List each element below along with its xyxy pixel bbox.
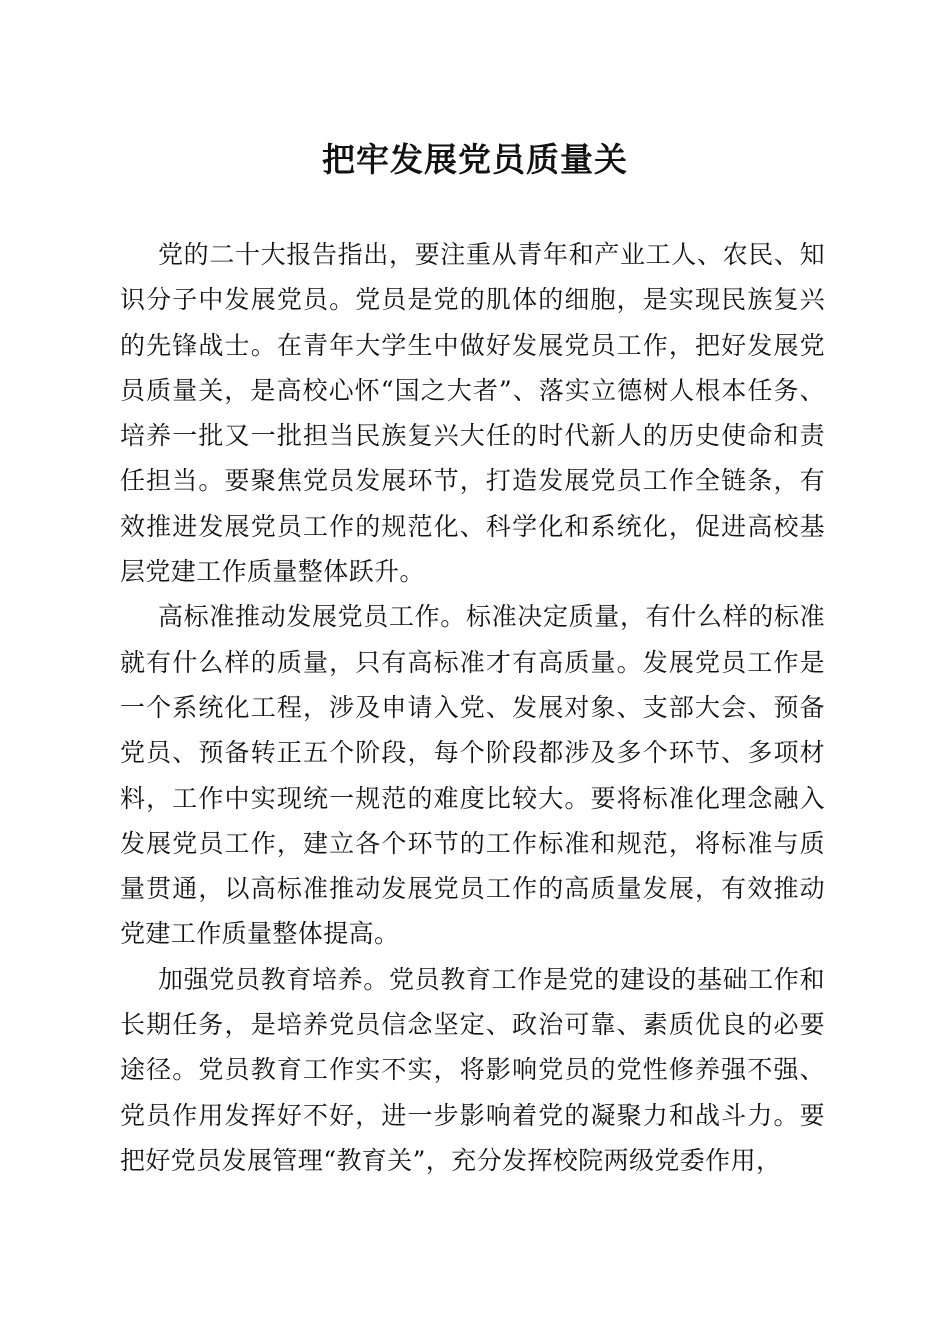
- document-body: [120, 232, 825, 1183]
- paragraph-intro: 党的二十大报告指出，要注重从青年和产业工人、农民、知识分子中发展党员。党员是党的肌体的细胞，是实现民族复兴的先锋战士。在青年大学生中做好发展党员工作，把好发展党员质量关，是高校心怀“国之大者”、落实立德树人根本任务、培养一批又一批担当民族复兴大任的时代新人的历史使命和责任担当。要聚焦党员发展环节，打造发展党员工作全链条，有效推进发展党员工作的规范化、科学化和系统化，促进高校基层党建工作质量整体跃升。: [120, 240, 825, 587]
- paragraph-high-standard: 高标准推动发展党员工作。标准决定质量，有什么样的标准就有什么样的质量，只有高标准才有高质量。发展党员工作是一个系统化工程，涉及申请入党、发展对象、支部大会、预备党员、预备转正五个阶段，每个阶段都涉及多个环节、多项材料，工作中实现统一规范的难度比较大。要将标准化理念融入发展党员工作，建立各个环节的工作标准和规范，将标准与质量贯通，以高标准推动发展党员工作的高质量发展，有效推动党建工作质量整体提高。: [120, 602, 825, 949]
- paragraph-education: 加强党员教育培养。党员教育工作是党的建设的基础工作和长期任务，是培养党员信念坚定、政治可靠、素质优良的必要途径。党员教育工作实不实，将影响党员的党性修养强不强、党员作用发挥好不好，进一步影响着党的凝聚力和战斗力。要把好党员发展管理“教育关”，充分发挥校院两级党委作用，: [120, 964, 825, 1175]
- document-title: 把牢发展党员质量关: [322, 140, 628, 179]
